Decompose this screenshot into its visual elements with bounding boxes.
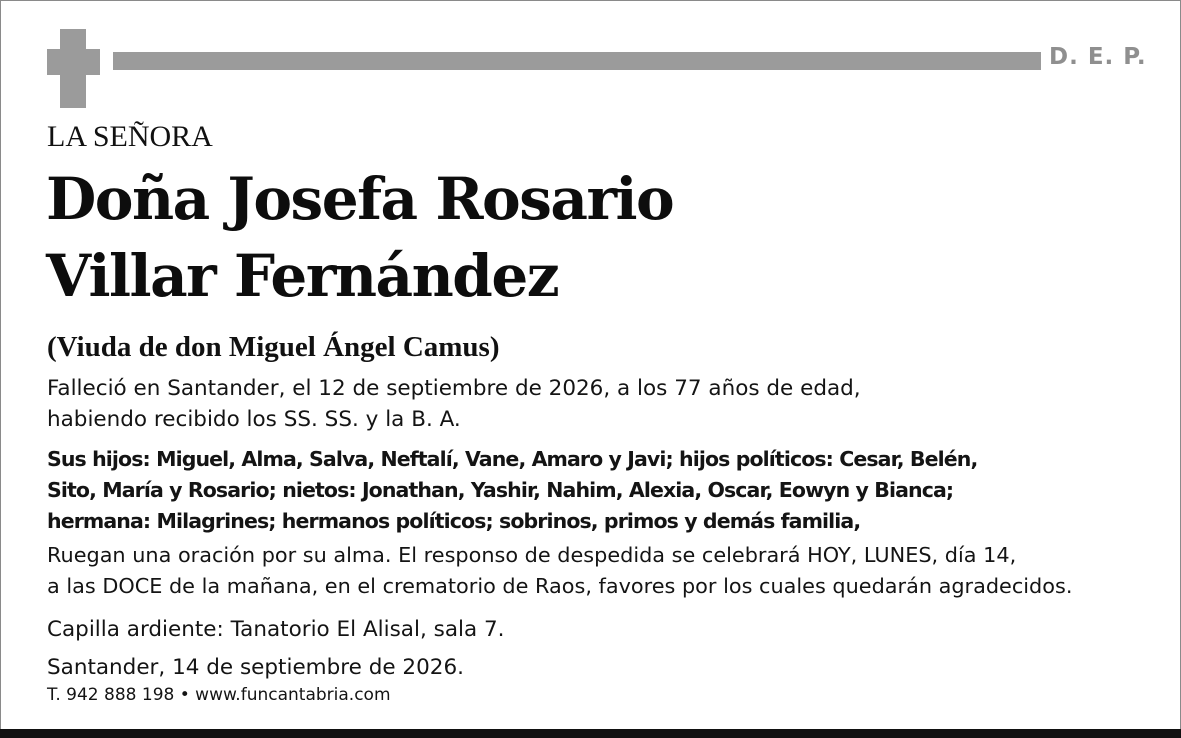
deceased-name-line2: Villar Fernández: [46, 242, 559, 310]
dep-label: D. E. P.: [1049, 44, 1147, 70]
prayer-line: a las DOCE de la mañana, en el crematorio de Raos, favores por los cuales quedarán agradecidos.: [47, 574, 1073, 598]
family-list: [47, 444, 977, 537]
contact-info: T. 942 888 198 • www.funcantabria.com: [47, 685, 391, 705]
bottom-bar: [0, 729, 1181, 738]
prayer-text: [47, 540, 1072, 602]
family-line: Sito, María y Rosario; nietos: Jonathan, Yashir, Nahim, Alexia, Oscar, Eowyn y Bianca;: [47, 478, 954, 502]
cross-icon-arm: [47, 49, 100, 75]
deceased-name-line1: Doña Josefa Rosario: [46, 165, 674, 233]
honorific: LA SEÑORA: [47, 120, 213, 153]
family-line: Sus hijos: Miguel, Alma, Salva, Neftalí, Vane, Amaro y Javi; hijos políticos: Cesar, Belén,: [47, 447, 978, 471]
prayer-line: Ruegan una oración por su alma. El responso de despedida se celebrará HOY, LUNES, día 14,: [47, 543, 1017, 567]
chapel-info: Capilla ardiente: Tanatorio El Alisal, sala 7.: [47, 617, 505, 642]
header-rule: [113, 52, 1041, 70]
widow-of: (Viuda de don Miguel Ángel Camus): [47, 331, 500, 363]
death-details-line: Falleció en Santander, el 12 de septiembre de 2026, a los 77 años de edad,: [47, 376, 861, 401]
place-date: Santander, 14 de septiembre de 2026.: [47, 655, 464, 680]
death-details: [47, 373, 861, 435]
family-line: hermana: Milagrines; hermanos políticos; sobrinos, primos y demás familia,: [47, 509, 861, 533]
death-details-line: habiendo recibido los SS. SS. y la B. A.: [47, 407, 461, 432]
